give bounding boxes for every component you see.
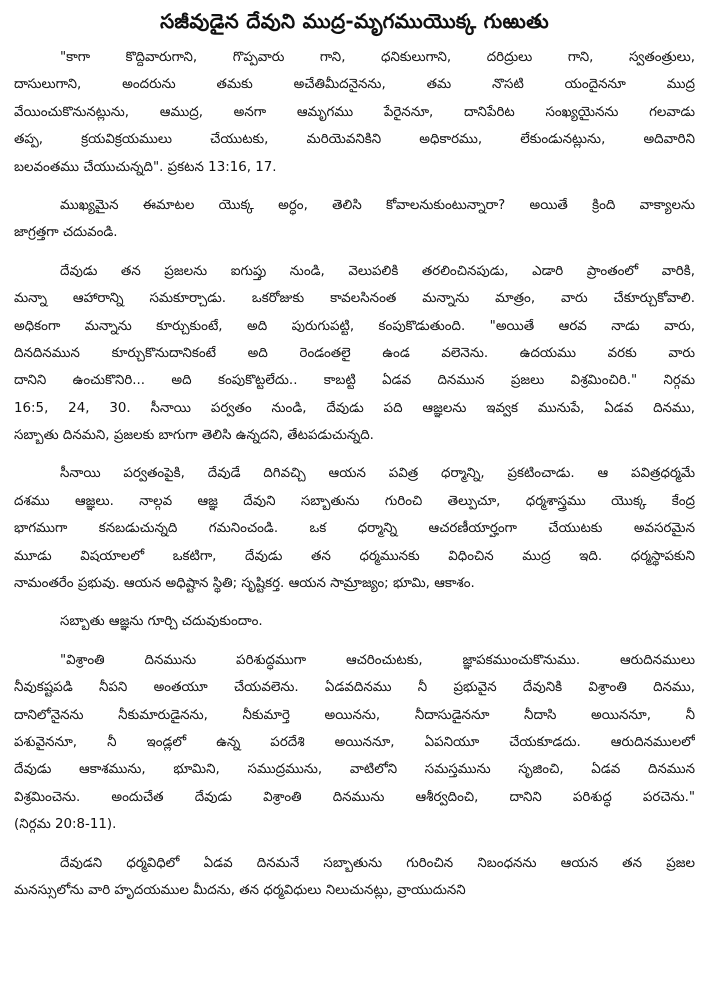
text-line: దేవుడని ధర్మవిధిలో ఏడవ దినమనే సబ్బాతును గురించిన నిబంధనను ఆయన తన ప్రజల	[60, 855, 695, 871]
text-line: దానిని ఉంచుకొనిరి... అది కంపుకొట్టలేదు.. కాబట్టి ఏడవ దినమున ప్రజలు విశ్రమించిరి." నిర్గమ	[14, 373, 695, 389]
document-body	[14, 44, 695, 904]
text-line: మనస్సులోను వారి హృదయముల మీదను, తన ధర్మవిధులు నిలుచునట్లు, వ్రాయుదునని	[14, 882, 466, 898]
text-line: మన్నా ఆహారాన్ని సమకూర్చాడు. ఒకరోజుకు కావలసినంత మన్నాను మాత్రం, వారు చేకూర్చుకోవాలి.	[14, 291, 695, 307]
text-line: దశము ఆజ్ఞలు. నాల్గవ ఆజ్ఞ దేవుని సబ్బాతును గురించి తెల్పుచూ, ధర్మశాస్త్రము యొక్క కేంద్ర	[14, 493, 695, 509]
text-line: దినదినమున కూర్చుకొనుదానికంటే అది రెండంతలై ఉండ వలెనెను. ఉదయము వరకు వారు	[14, 345, 695, 361]
text-line: ముఖ్యమైన ఈమాటల యొక్క అర్ధం, తెలిసి కోవాలనుకుంటున్నారా? అయితే క్రింది వాక్యాలను	[60, 197, 695, 213]
text-line: సబ్బాతు దినమని, ప్రజలకు బాగుగా తెలిసి ఉన్నదని, తేటపడుచున్నది.	[14, 428, 374, 444]
text-line: సీనాయి పర్వతంపైకి, దేవుడే దిగివచ్చి ఆయన పవిత్ర ధర్మాన్ని, ప్రకటించాడు. ఆ పవిత్రధర్మమే	[60, 466, 695, 482]
text-line: (నిర్గమ 20:8-11).	[14, 817, 117, 833]
text-line: పశువైననూ, నీ ఇండ్లలో ఉన్న పరదేశి అయిననూ, ఏపనియూ చేయకూడదు. ఆరుదినములలో	[14, 734, 695, 750]
text-line: దానిలోనైనను నీకుమారుడైనను, నీకుమార్తె అయినను, నీదాసుడైననూ నీదాసి అయిననూ, నీ	[14, 707, 695, 723]
paragraph	[14, 44, 695, 181]
text-line: దాసులుగాని, అందరును తమకు అచేతిమీదనైనను, తమ నొసటి యందైననూ ముద్ర	[14, 77, 695, 93]
text-line: 16:5, 24, 30. సీనాయి పర్వతం నుండి, దేవుడు పది ఆజ్ఞలను ఇవ్వక మునుపే, ఏడవ దినము,	[14, 400, 695, 416]
text-line: దేవుడు ఆకాశమును, భూమిని, సముద్రమును, వాటిలోని సమస్తమును సృజించి, ఏడవ దినమున	[14, 762, 695, 778]
text-line: బలవంతము చేయుచున్నది". ప్రకటన 13:16, 17.	[14, 159, 277, 175]
text-line: అధికంగా మన్నాను కూర్చుకుంటే, అది పురుగుపట్టి, కంపుకొడుతుంది. "అయితే ఆరవ నాడు వారు,	[14, 318, 695, 334]
text-line: నామంతరేం ప్రభువు. ఆయన అధిష్టాన స్థితి; సృష్టికర్త. ఆయన సామ్రాజ్యం; భూమి, ఆకాశం.	[14, 576, 475, 592]
text-line: మూడు విషయాలలో ఒకటిగా, దేవుడు తన ధర్మమునకు విధించిన ముద్ర ఇది. ధర్మస్థాపకుని	[14, 548, 695, 564]
paragraph	[14, 258, 695, 450]
text-line: సబ్బాతు ఆజ్ఞను గూర్చి చదువుకుందాం.	[60, 614, 263, 630]
text-line: వేయించుకొనునట్లును, ఆముద్ర, అనగా ఆమృగము పేరైననూ, దానిపేరిట సంఖ్యయైనను గలవాడు	[14, 104, 695, 120]
text-line: తప్ప, క్రయవిక్రయములు చేయుటకు, మరియెవనికిని అధికారము, లేకుండునట్లును, అదివారిని	[14, 132, 695, 148]
page-title: సజీవుడైన దేవుని ముద్ర-మృగముయొక్క గుఱుతు	[160, 9, 549, 33]
text-line: "విశ్రాంతి దినమును పరిశుద్ధముగా ఆచరించుటకు, జ్ఞాపకముంచుకొనుము. ఆరుదినములు	[60, 652, 695, 668]
text-line: జాగ్రత్తగా చదువండి.	[14, 225, 118, 241]
text-line: విశ్రమించెను. అందుచేత దేవుడు విశ్రాంతి దినమును ఆశీర్వదించి, దానిని పరిశుద్ధ పరచెను."	[14, 789, 695, 805]
text-line: నీవుకష్టపడి నీపని అంతయూ చేయవలెను. ఏడవదినము నీ ప్రభువైన దేవునికి విశ్రాంతి దినము,	[14, 680, 695, 696]
paragraph	[14, 460, 695, 597]
paragraph	[14, 850, 695, 905]
text-line: "కాగా కొద్దివారుగాని, గొప్పవారు గాని, ధనికులుగాని, దరిద్రులు గాని, స్వతంత్రులు,	[60, 50, 695, 65]
paragraph	[14, 647, 695, 839]
text-line: భాగముగా కనబడుచున్నది గమనించండి. ఒక ధర్మాన్ని ఆచరణీయార్హంగా చేయుటకు అవసరమైన	[14, 521, 695, 537]
paragraph	[14, 608, 695, 635]
text-line: దేవుడు తన ప్రజలను ఐగుప్తు నుండి, వెలుపలికి తరలించినపుడు, ఎడారి ప్రాంతంలో వారికి,	[60, 263, 695, 279]
paragraph	[14, 192, 695, 247]
